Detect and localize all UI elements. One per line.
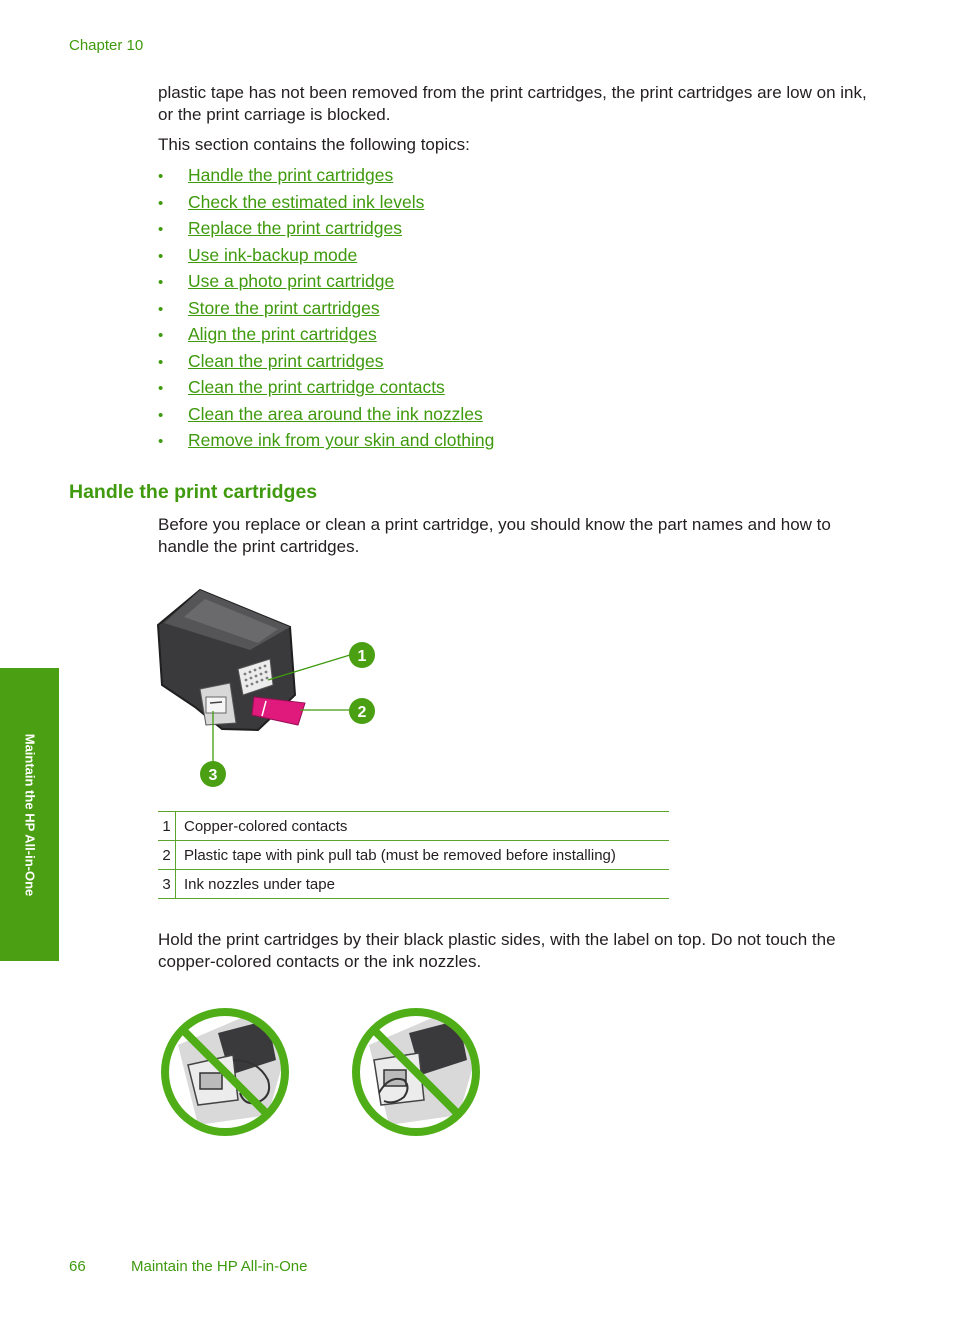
topics-list (158, 164, 494, 456)
bullet: • (158, 168, 164, 185)
topic-item (158, 164, 494, 191)
topics-lead: This section contains the following topics: (158, 135, 470, 154)
do-not-touch-nozzles-illustration (349, 1005, 483, 1139)
part-number: 1 (158, 812, 176, 841)
part-number: 3 (158, 870, 176, 899)
topic-link-replace[interactable]: Replace the print cartridges (188, 218, 402, 239)
parts-table (158, 811, 669, 899)
side-tab-label: Maintain the HP All-in-One (22, 733, 37, 896)
topic-item (158, 270, 494, 297)
part-number: 2 (158, 841, 176, 870)
topic-item (158, 297, 494, 324)
section-heading: Handle the print cartridges (69, 481, 318, 503)
hold-paragraph: Hold the print cartridges by their black plastic sides, with the label on top. Do not touch the copper-colored contacts or the ink nozzles. (158, 930, 836, 971)
bullet: • (158, 274, 164, 292)
topic-item (158, 376, 494, 403)
bullet: • (158, 194, 164, 212)
topic-link-clean-nozzles[interactable]: Clean the area around the ink nozzles (188, 403, 483, 424)
topic-item (158, 429, 494, 456)
topic-link-handle[interactable]: Handle the print cartridges (188, 165, 394, 185)
callout-3-label: 3 (208, 767, 218, 784)
bullet: • (158, 433, 164, 451)
topic-link-photo-cartridge[interactable]: Use a photo print cartridge (188, 271, 395, 292)
topic-item (158, 191, 494, 218)
do-not-touch-contacts-illustration (158, 1005, 292, 1139)
nozzle-window (206, 697, 226, 713)
topic-link-align[interactable]: Align the print cartridges (188, 324, 377, 345)
callout-2-label: 2 (357, 704, 367, 721)
topic-item (158, 403, 494, 430)
table-row (158, 870, 669, 899)
topic-link-check-ink[interactable]: Check the estimated ink levels (188, 191, 425, 212)
topic-item (158, 350, 494, 377)
topic-link-remove-ink[interactable]: Remove ink from your skin and clothing (188, 430, 495, 451)
nozzle-strip (210, 702, 222, 703)
bullet: • (158, 327, 164, 345)
part-description: Copper-colored contacts (176, 812, 670, 841)
print-cartridge-illustration (150, 585, 390, 795)
bullet: • (158, 221, 164, 239)
bullet: • (158, 300, 164, 318)
part-description: Plastic tape with pink pull tab (must be removed before installing) (176, 841, 670, 870)
part-description: Ink nozzles under tape (176, 870, 670, 899)
topic-item (158, 244, 494, 271)
side-tab (0, 668, 59, 961)
table-row (158, 841, 669, 870)
table-row (158, 812, 669, 841)
bullet: • (158, 406, 164, 424)
topic-link-clean[interactable]: Clean the print cartridges (188, 350, 384, 371)
chapter-label: Chapter 10 (69, 37, 144, 54)
topic-link-store[interactable]: Store the print cartridges (188, 297, 380, 318)
topic-item (158, 323, 494, 350)
topic-link-clean-contacts[interactable]: Clean the print cartridge contacts (188, 377, 445, 398)
footer-title: Maintain the HP All-in-One (131, 1258, 308, 1275)
intro-paragraph: plastic tape has not been removed from the print cartridges, the print cartridges are low on ink, or the print carriage is blocked. (158, 83, 867, 124)
topic-item (158, 217, 494, 244)
bullet: • (158, 353, 164, 371)
topic-link-ink-backup[interactable]: Use ink-backup mode (188, 244, 358, 265)
section-paragraph: Before you replace or clean a print cartridge, you should know the part names and how to handle the print cartridges. (158, 515, 831, 556)
bullet: • (158, 380, 164, 398)
bullet: • (158, 247, 164, 265)
page-number: 66 (69, 1258, 86, 1275)
callout-1-label: 1 (357, 648, 367, 665)
